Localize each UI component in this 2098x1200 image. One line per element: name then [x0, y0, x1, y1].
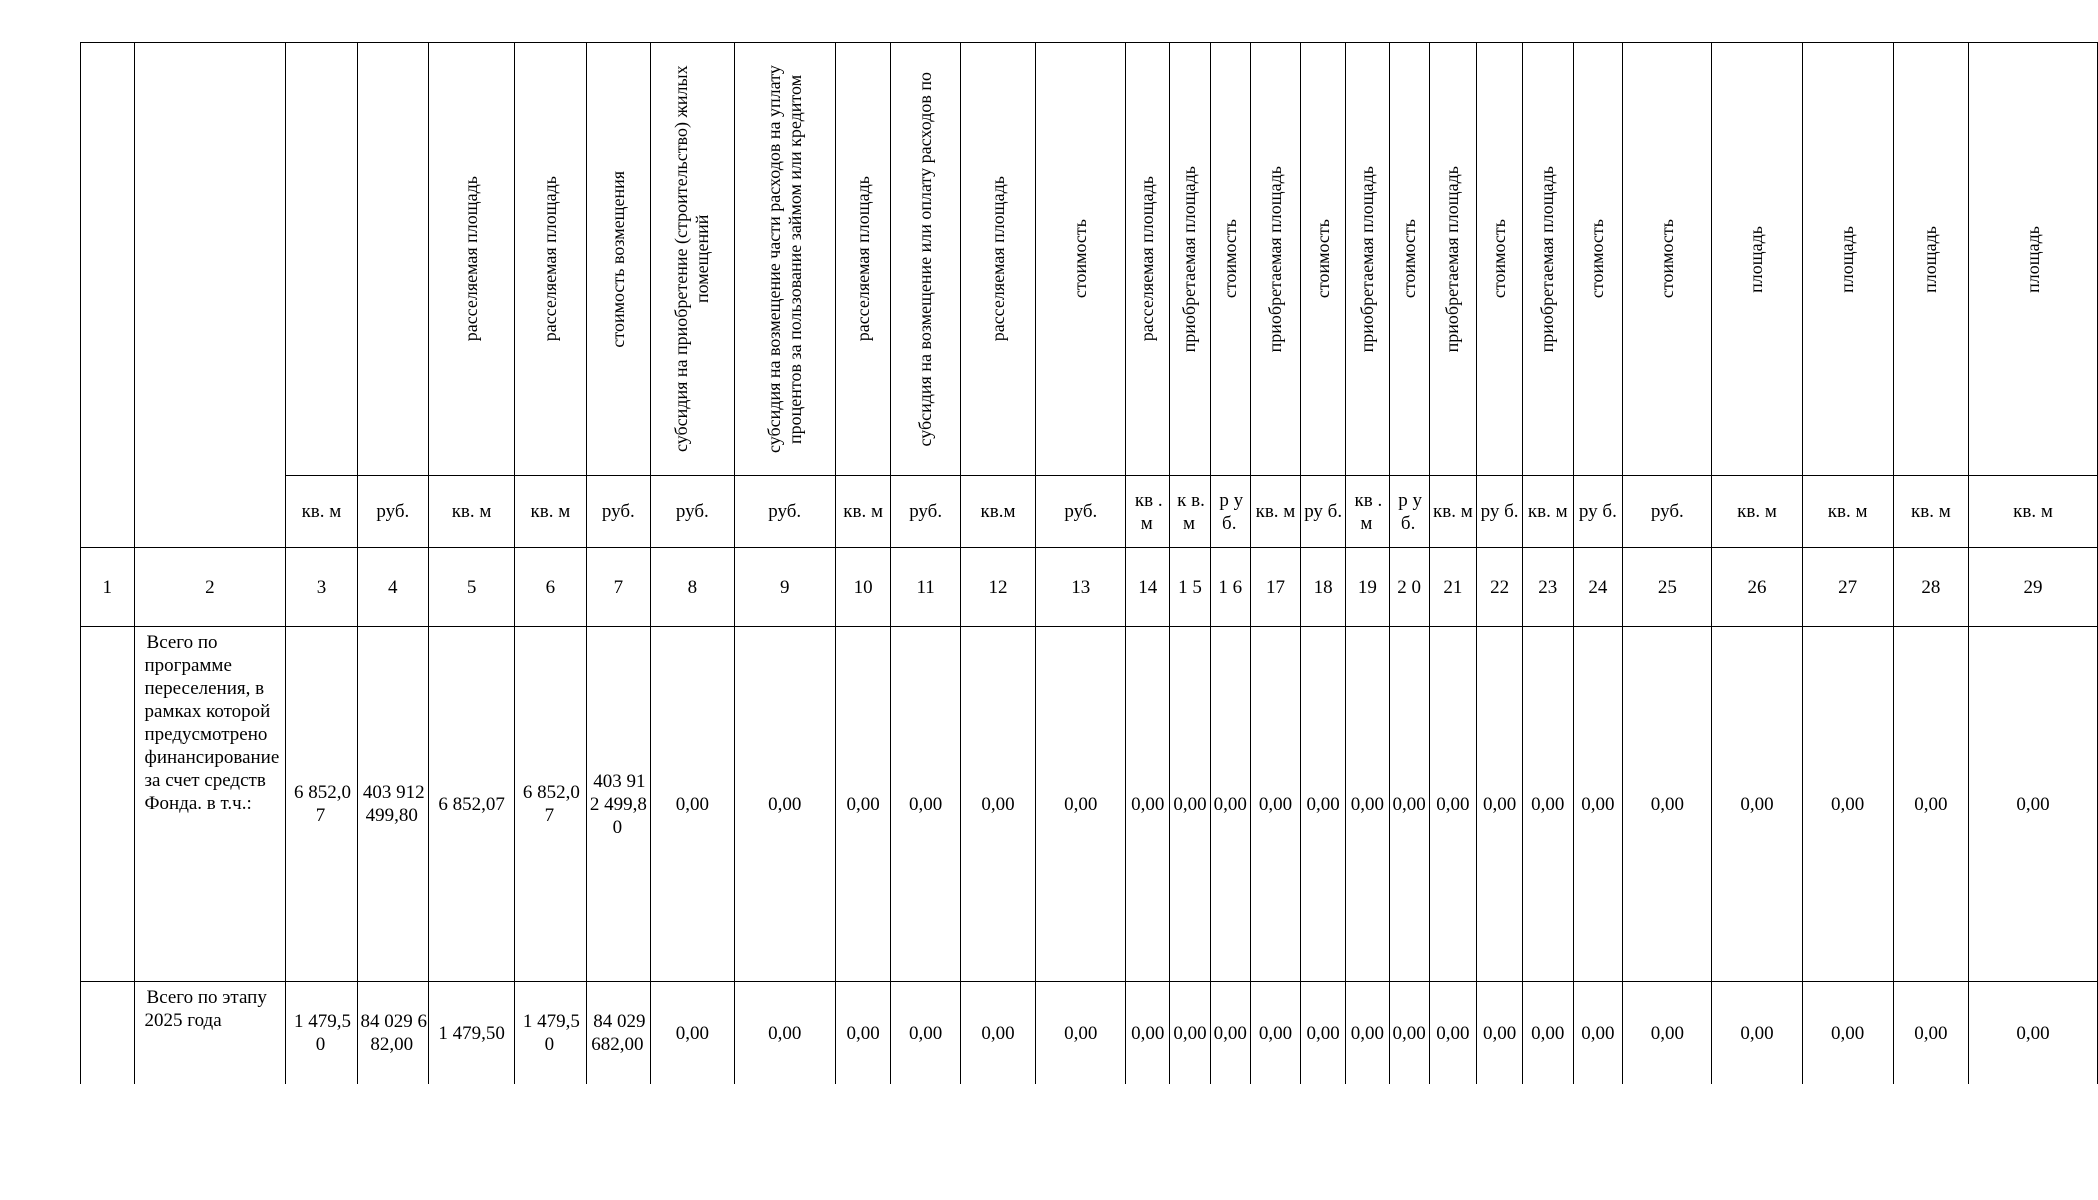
column-header — [586, 43, 650, 476]
column-header-label: стоимость возмещения — [607, 170, 628, 348]
column-header — [357, 43, 428, 476]
unit-cell-text: кв. м — [1827, 501, 1868, 522]
row-name-cell — [134, 627, 286, 982]
column-header-label: стоимость — [1587, 219, 1608, 299]
unit-cell-text: кв. м — [1737, 501, 1777, 522]
table-cell — [651, 982, 735, 1085]
table-cell-text: 0,00 — [1064, 1022, 1098, 1044]
table-cell-text: 403 912 499,80 — [589, 770, 647, 838]
unit-cell-text: руб. — [768, 501, 802, 522]
unit-cell-text: руб. — [1064, 501, 1098, 522]
column-number — [1389, 548, 1429, 627]
column-header — [1036, 43, 1126, 476]
table-cell — [515, 627, 586, 982]
table-cell-text: 0,00 — [1581, 793, 1615, 815]
table-cell — [81, 627, 135, 982]
table-cell — [891, 982, 960, 1085]
table-cell — [1126, 982, 1170, 1085]
table-cell-text: 403 912 499,80 — [362, 782, 425, 826]
table-cell-text: 0,00 — [1914, 1022, 1948, 1044]
column-number-text: 25 — [1657, 576, 1677, 598]
column-header — [734, 43, 835, 476]
column-header — [651, 43, 735, 476]
column-header-label: расселяемая площадь — [852, 176, 873, 342]
table-cell-text: 0,00 — [1131, 1022, 1165, 1044]
table-cell — [1893, 627, 1968, 982]
column-number — [1170, 548, 1211, 627]
table-cell — [1389, 982, 1429, 1085]
column-number-row — [81, 548, 2098, 627]
column-header-label: приобретаемая площадь — [1442, 165, 1463, 353]
table-row — [81, 627, 2098, 982]
column-header-label: расселяемая площадь — [987, 176, 1008, 342]
column-number — [1126, 548, 1170, 627]
unit-cell — [960, 476, 1035, 548]
row-name-cell — [134, 982, 286, 1085]
column-header-label: приобретаемая площадь — [1264, 165, 1285, 353]
column-header-label: приобретаемая площадь — [1179, 165, 1200, 353]
column-number — [960, 548, 1035, 627]
table-cell-text: 0,00 — [1213, 793, 1247, 815]
table-row — [81, 982, 2098, 1085]
column-number-text: 29 — [2023, 576, 2043, 598]
unit-cell-text: кв. м — [1433, 501, 1473, 522]
table-cell-text: 0,00 — [1740, 1022, 1774, 1044]
table-cell — [1301, 627, 1346, 982]
column-header — [1969, 43, 2098, 476]
column-header-label: площадь — [1920, 225, 1941, 293]
column-header — [1346, 43, 1390, 476]
table-cell-text: 0,00 — [768, 1022, 802, 1044]
column-header — [1623, 43, 1712, 476]
column-header-label: стоимость — [1656, 219, 1677, 299]
column-number — [81, 548, 135, 627]
table-cell — [1712, 627, 1802, 982]
unit-cell — [428, 476, 514, 548]
table-cell-text: 0,00 — [1392, 1022, 1426, 1044]
unit-cell — [1573, 476, 1623, 548]
column-number-text: 2 — [205, 576, 215, 598]
column-number — [1036, 548, 1126, 627]
table-cell-text: 0,00 — [1173, 793, 1207, 815]
table-cell-text — [105, 1023, 109, 1044]
table-cell-text: 84 029 682,00 — [591, 1011, 646, 1055]
table-cell — [286, 982, 357, 1085]
table-cell-text: 0,00 — [1436, 793, 1470, 815]
column-number-text: 28 — [1921, 576, 1941, 598]
table-cell-text: 0,00 — [1213, 1022, 1247, 1044]
column-number-text: 1 6 — [1218, 576, 1243, 598]
table-cell — [1429, 627, 1477, 982]
unit-cell-text: ру б. — [1578, 501, 1617, 522]
table-cell — [1036, 982, 1126, 1085]
unit-cell-text: кв. м — [451, 501, 492, 522]
table-cell — [651, 627, 735, 982]
table-cell — [1802, 982, 1893, 1085]
column-number-text: 11 — [916, 576, 935, 598]
column-number — [835, 548, 891, 627]
table-cell-text: 0,00 — [2016, 1022, 2050, 1044]
row-name-cell-text: Всего по этапу 2025 года — [144, 987, 267, 1031]
column-number — [1346, 548, 1390, 627]
table-cell-text: 0,00 — [909, 793, 943, 815]
table-cell — [1712, 982, 1802, 1085]
column-number-text: 19 — [1357, 576, 1377, 598]
column-number — [1210, 548, 1250, 627]
unit-cell — [515, 476, 586, 548]
table-cell — [428, 627, 514, 982]
column-header — [134, 43, 286, 548]
table-cell — [1522, 627, 1573, 982]
column-number-text: 9 — [779, 576, 790, 598]
column-number — [1893, 548, 1968, 627]
column-header — [1893, 43, 1968, 476]
column-number — [734, 548, 835, 627]
unit-cell-text: ру б. — [1304, 501, 1343, 522]
column-number-text: 18 — [1313, 576, 1333, 598]
table-cell — [1969, 982, 2098, 1085]
table-cell — [734, 982, 835, 1085]
table-cell — [81, 982, 135, 1085]
unit-cell-text: к в. м — [1177, 489, 1205, 534]
table-cell — [1250, 982, 1301, 1085]
column-number-text: 27 — [1838, 576, 1858, 598]
table-cell — [1036, 627, 1126, 982]
column-header-label: стоимость — [1398, 219, 1419, 299]
unit-cell-text: кв. м — [2013, 501, 2053, 522]
unit-cell — [1389, 476, 1429, 548]
column-header-label: стоимость — [1489, 219, 1510, 299]
column-header — [1170, 43, 1211, 476]
unit-cell-text: ру б. — [1480, 501, 1519, 522]
column-header-label: приобретаемая площадь — [1537, 165, 1558, 353]
table-cell-text: 6 852,07 — [438, 793, 505, 815]
column-header-label: расселяемая площадь — [539, 176, 560, 342]
table-cell-text: 0,00 — [909, 1022, 943, 1044]
column-number — [586, 548, 650, 627]
column-header — [835, 43, 891, 476]
table-cell — [1170, 982, 1211, 1085]
column-header-label: расселяемая площадь — [461, 176, 482, 342]
unit-cell — [1126, 476, 1170, 548]
column-number-text: 13 — [1071, 576, 1091, 598]
table-cell-text: 0,00 — [1306, 793, 1340, 815]
table-cell-text: 0,00 — [1436, 1022, 1470, 1044]
table-cell — [734, 627, 835, 982]
unit-cell — [734, 476, 835, 548]
table-cell — [1623, 982, 1712, 1085]
table-cell-text: 0,00 — [1131, 793, 1165, 815]
table-cell-text: 1 479,50 — [522, 1011, 580, 1055]
column-number-text: 26 — [1747, 576, 1767, 598]
column-number-text: 17 — [1265, 576, 1285, 598]
column-header — [891, 43, 960, 476]
column-number — [515, 548, 586, 627]
table-cell-text: 1 479,50 — [438, 1022, 505, 1044]
table-cell — [1126, 627, 1170, 982]
column-number — [1477, 548, 1523, 627]
column-number — [1712, 548, 1802, 627]
table-cell-text: 0,00 — [1531, 793, 1565, 815]
table-cell — [286, 627, 357, 982]
table-cell — [1210, 982, 1250, 1085]
table-cell-text: 0,00 — [1350, 793, 1384, 815]
column-header-label: площадь — [1746, 225, 1767, 293]
table-cell-text: 1 479,50 — [293, 1011, 351, 1055]
unit-cell-text: кв . м — [1354, 489, 1383, 534]
unit-cell-text: кв.м — [980, 501, 1016, 522]
table-cell — [1522, 982, 1573, 1085]
unit-cell — [1301, 476, 1346, 548]
unit-cell-text: руб. — [909, 501, 943, 522]
table-cell — [1429, 982, 1477, 1085]
table-cell — [891, 627, 960, 982]
column-number-text: 1 5 — [1178, 576, 1202, 598]
column-header — [1522, 43, 1573, 476]
table-cell — [515, 982, 586, 1085]
unit-cell — [1170, 476, 1211, 548]
unit-cell-text: кв .м — [1134, 489, 1163, 534]
column-header-label: площадь — [1837, 225, 1858, 293]
table-cell — [960, 982, 1035, 1085]
table-cell-text: 0,00 — [675, 1022, 709, 1044]
unit-cell — [357, 476, 428, 548]
column-number-text: 10 — [853, 576, 873, 598]
table-cell-text: 0,00 — [846, 1022, 880, 1044]
table-cell — [357, 627, 428, 982]
table-cell — [1170, 627, 1211, 982]
column-number — [891, 548, 960, 627]
table-cell — [1210, 627, 1250, 982]
column-number-text: 21 — [1443, 576, 1463, 598]
table-cell-text: 0,00 — [1482, 793, 1517, 815]
column-header — [1126, 43, 1170, 476]
table-cell — [1623, 627, 1712, 982]
table-cell-text: 0,00 — [1258, 793, 1293, 815]
unit-cell — [1893, 476, 1968, 548]
table-cell-text: 6 852,07 — [522, 782, 580, 826]
column-number-text: 3 — [316, 576, 327, 598]
table-cell — [357, 982, 428, 1085]
unit-cell-text: р у б. — [1219, 489, 1244, 534]
unit-cell-text: кв. м — [1527, 501, 1568, 522]
column-number-text: 1 — [102, 576, 112, 598]
column-header-label: площадь — [2022, 225, 2043, 293]
column-header — [1250, 43, 1301, 476]
table-cell-text: 0,00 — [1392, 793, 1426, 815]
column-header — [1573, 43, 1623, 476]
table-cell-text: 0,00 — [1064, 793, 1098, 815]
table-cell-text: 0,00 — [846, 793, 880, 815]
column-number — [1802, 548, 1893, 627]
column-number-text: 23 — [1538, 576, 1558, 598]
unit-cell-text: кв. м — [1911, 501, 1951, 522]
header-row — [81, 43, 2098, 476]
table-cell — [1250, 627, 1301, 982]
column-header-label: приобретаемая площадь — [1356, 165, 1377, 353]
unit-cell — [891, 476, 960, 548]
unit-cell-text: кв. м — [843, 501, 883, 522]
table-cell-text: 0,00 — [768, 793, 802, 815]
column-header-label: стоимость — [1219, 219, 1240, 299]
column-number-text: 14 — [1138, 576, 1158, 598]
column-header — [960, 43, 1035, 476]
column-header — [1389, 43, 1429, 476]
column-number — [357, 548, 428, 627]
units-row — [81, 476, 2098, 548]
unit-cell — [1712, 476, 1802, 548]
column-header — [1802, 43, 1893, 476]
table-cell — [1477, 627, 1523, 982]
table-cell-text: 0,00 — [1740, 793, 1774, 815]
column-number-text: 12 — [988, 576, 1008, 598]
table-cell — [1301, 982, 1346, 1085]
column-number — [1301, 548, 1346, 627]
unit-cell-text: кв. м — [301, 501, 342, 522]
column-header — [1301, 43, 1346, 476]
table-cell — [1477, 982, 1523, 1085]
column-header — [1429, 43, 1477, 476]
table-cell — [586, 982, 650, 1085]
table-cell — [960, 627, 1035, 982]
table-cell-text: 0,00 — [1173, 1022, 1207, 1044]
table-cell-text: 0,00 — [981, 1022, 1015, 1044]
row-name-cell-text: Всего по программе переселения, в рамках которой предусмотрено финансирование за счет средств Фонда. в т.ч.: — [144, 632, 280, 814]
column-number — [1250, 548, 1301, 627]
table-cell — [428, 982, 514, 1085]
column-number-text: 6 — [545, 576, 556, 598]
table-cell — [1346, 627, 1390, 982]
column-number-text: 4 — [388, 576, 398, 598]
table-cell-text: 0,00 — [1258, 1022, 1293, 1044]
column-number — [1429, 548, 1477, 627]
table-cell-text: 0,00 — [1482, 1022, 1517, 1044]
column-number-text: 8 — [687, 576, 698, 598]
table-cell-text: 0,00 — [1831, 1022, 1865, 1044]
column-header — [81, 43, 135, 548]
column-header-label: субсидия на возмещение или оплату расходов по — [915, 71, 936, 447]
unit-cell — [1036, 476, 1126, 548]
table-cell — [1573, 627, 1623, 982]
table-cell — [1346, 982, 1390, 1085]
table-cell — [835, 627, 891, 982]
unit-cell — [1429, 476, 1477, 548]
column-number — [134, 548, 286, 627]
table-cell — [586, 627, 650, 982]
column-header-label: субсидия на возмещение части расходов на уплату процентов за пользование займом или кредитом — [763, 65, 805, 453]
unit-cell — [1250, 476, 1301, 548]
column-number — [1522, 548, 1573, 627]
table-cell-text: 0,00 — [2016, 793, 2050, 815]
column-header-label: субсидия на приобретение (строительство) жилых помещений — [671, 65, 713, 453]
table-cell-text: 0,00 — [981, 793, 1015, 815]
table-cell — [1389, 627, 1429, 982]
table-cell-text: 0,00 — [675, 793, 709, 815]
unit-cell — [835, 476, 891, 548]
column-number — [1623, 548, 1712, 627]
unit-cell — [586, 476, 650, 548]
unit-cell — [1969, 476, 2098, 548]
unit-cell — [1210, 476, 1250, 548]
column-header-label: расселяемая площадь — [1137, 176, 1158, 342]
resettlement-table — [80, 42, 2098, 1084]
column-header — [1477, 43, 1523, 476]
column-header — [515, 43, 586, 476]
unit-cell-text: руб. — [1650, 501, 1684, 522]
column-number-text: 7 — [613, 576, 624, 598]
column-header-label: стоимость — [1312, 219, 1333, 299]
unit-cell — [1346, 476, 1390, 548]
table-cell-text: 0,00 — [1650, 1022, 1684, 1044]
table-cell-text: 0,00 — [1531, 1022, 1565, 1044]
table-cell-text: 0,00 — [1306, 1022, 1340, 1044]
column-number — [428, 548, 514, 627]
unit-cell-text: кв. м — [530, 501, 571, 522]
table-cell-text: 6 852,07 — [293, 782, 351, 826]
table-cell-text: 0,00 — [1650, 793, 1684, 815]
table-cell-text — [105, 794, 109, 815]
table-cell-text: 0,00 — [1914, 793, 1948, 815]
table-cell — [1969, 627, 2098, 982]
unit-cell — [1802, 476, 1893, 548]
column-number — [286, 548, 357, 627]
unit-cell-text: р у б. — [1398, 489, 1423, 534]
unit-cell-text: руб. — [601, 501, 635, 522]
unit-cell-text: руб. — [376, 501, 410, 522]
table-cell — [1802, 627, 1893, 982]
unit-cell — [1623, 476, 1712, 548]
column-number — [1573, 548, 1623, 627]
column-header — [286, 43, 357, 476]
column-number-text: 2 0 — [1397, 576, 1422, 598]
column-number — [1969, 548, 2098, 627]
column-header — [1210, 43, 1250, 476]
unit-cell — [286, 476, 357, 548]
column-header — [428, 43, 514, 476]
column-number — [651, 548, 735, 627]
table-cell-text: 0,00 — [1581, 1022, 1615, 1044]
unit-cell — [651, 476, 735, 548]
column-header — [1712, 43, 1802, 476]
column-number-text: 24 — [1588, 576, 1608, 598]
table-cell — [1573, 982, 1623, 1085]
unit-cell-text: кв. м — [1255, 501, 1296, 522]
column-number-text: 5 — [466, 576, 477, 598]
table-cell — [835, 982, 891, 1085]
column-header-label: стоимость — [1070, 219, 1091, 299]
table-cell-text: 84 029 682,00 — [360, 1011, 428, 1055]
unit-cell-text: руб. — [675, 501, 709, 522]
table-cell-text: 0,00 — [1831, 793, 1865, 815]
unit-cell — [1522, 476, 1573, 548]
column-number-text: 22 — [1490, 576, 1510, 598]
table-cell — [1893, 982, 1968, 1085]
unit-cell — [1477, 476, 1523, 548]
table-cell-text: 0,00 — [1350, 1022, 1384, 1044]
